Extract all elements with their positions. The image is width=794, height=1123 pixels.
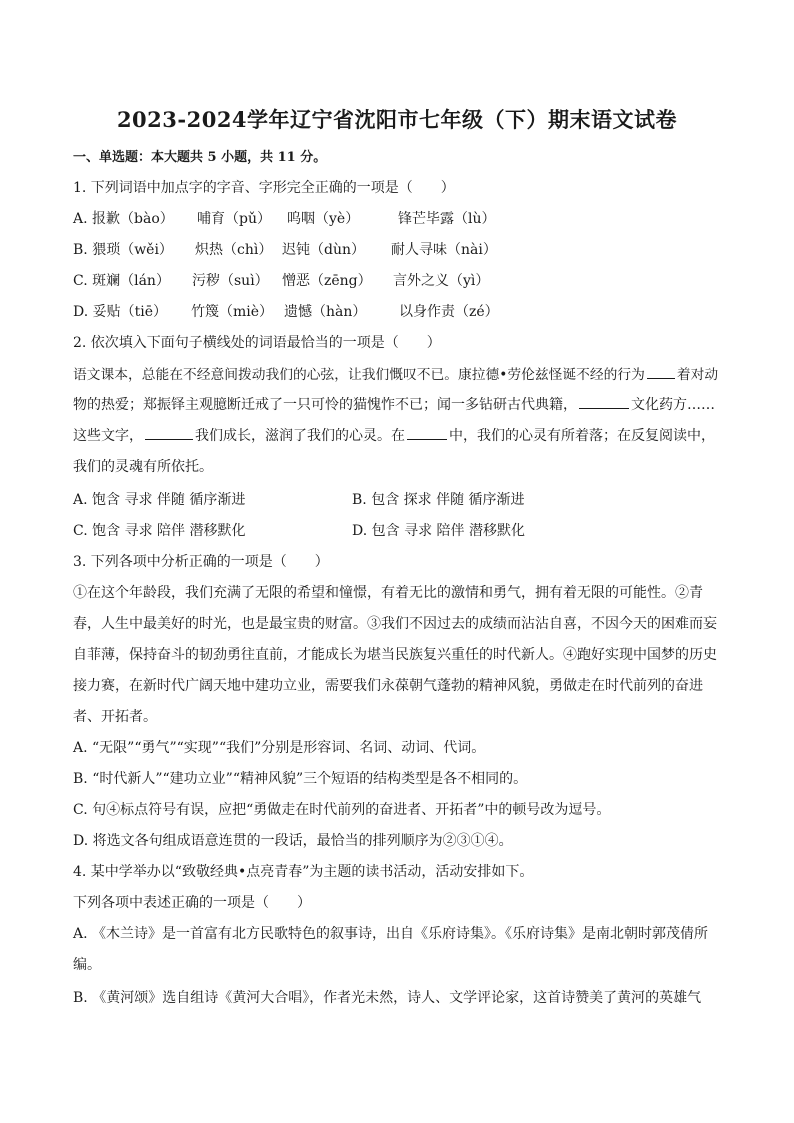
q1-option-a-3: 呜咽（yè）: [287, 211, 360, 227]
q3-passage-line-5: 者、开拓者。: [73, 709, 157, 725]
q4-option-b-line-1: B. 《黄河颂》选自组诗《黄河大合唱》，作者光未然，诗人、文学评论家，这首诗赞美了黄河的英雄气: [73, 990, 702, 1006]
q1-option-d-4: 以身作责（zé）: [399, 304, 499, 320]
q1-option-a-1: A. 报歉（bào）: [73, 211, 174, 227]
q2-option-b: B. 包含 探求 伴随 循序渐进: [352, 492, 525, 508]
q3-option-c: C. 句④标点符号有误，应把“勇做走在时代前列的奋进者、开拓者”中的顿号改为逗号。: [73, 802, 611, 818]
q1-option-c-3: 憎恶（zēng）: [282, 273, 372, 289]
q1-option-a-2: 哺育（pǔ）: [197, 211, 271, 227]
answer-blank: [579, 394, 629, 409]
q1-option-c-1: C. 斑斓（lán）: [73, 273, 170, 289]
q1-option-d-2: 竹篾（miè）: [191, 304, 274, 320]
question-2-stem: 2. 依次填入下面句子横线处的词语最恰当的一项是（ ）: [73, 335, 441, 351]
q2-option-d: D. 包含 寻求 陪伴 潜移默化: [352, 523, 525, 539]
q3-passage-line-1: ①在这个年龄段，我们充满了无限的希望和憧憬，有着无比的激情和勇气，拥有着无限的可能性。②青: [73, 585, 703, 601]
q1-option-c-2: 污秽（suì）: [192, 273, 269, 289]
q1-option-d-3: 遗憾（hàn）: [284, 304, 367, 320]
answer-blank: [407, 425, 447, 440]
q1-option-b-2: 炽热（chì）: [195, 242, 273, 258]
q3-option-a: A. “无限”“勇气”“实现”“我们”分别是形容词、名词、动词、代词。: [73, 740, 486, 756]
q2-option-c: C. 饱含 寻求 陪伴 潜移默化: [73, 523, 246, 539]
q1-option-a-4: 锋芒毕露（lù）: [398, 211, 496, 227]
q3-passage-line-2: 春，人生中最美好的时光，也是最宝贵的财富。③我们不因过去的成绩而沾沾自喜，不因今天的困难而妄: [73, 616, 717, 632]
q3-option-b: B. “时代新人”“建功立业”“精神风貌”三个短语的结构类型是各不相同的。: [73, 771, 528, 787]
q3-passage-line-3: 自菲薄，保持奋斗的韧劲勇往直前，才能成长为堪当民族复兴重任的时代新人。④跑好实现中国梦的历史: [73, 647, 717, 663]
q1-option-b-1: B. 猥琐（wěi）: [73, 242, 173, 258]
q1-option-b-3: 迟钝（dùn）: [282, 242, 365, 258]
q1-option-d-1: D. 妥贴（tiē）: [73, 304, 168, 320]
q2-option-a: A. 饱含 寻求 伴随 循序渐进: [73, 492, 246, 508]
q2-passage-line-1: 语文课本，总能在不经意间拨动我们的心弦，让我们慨叹不已。康拉德•劳伦兹怪诞不经的行为 着对动: [73, 363, 718, 383]
question-3-stem: 3. 下列各项中分析正确的一项是（ ）: [73, 554, 329, 570]
q2-passage-line-4: 我们的灵魂有所依托。: [73, 459, 213, 475]
q1-option-b-4: 耐人寻味（nài）: [391, 242, 497, 258]
question-4-stem: 4. 某中学举办以“致敬经典•点亮青春”为主题的读书活动，活动安排如下。: [73, 864, 534, 880]
q4-option-a-line-2: 编。: [73, 957, 101, 973]
section-heading: 一、单选题：本大题共 5 小题，共 11 分。: [73, 150, 327, 165]
answer-blank: [647, 364, 675, 379]
question-1-stem: 1. 下列词语中加点字的字音、字形完全正确的一项是（ ）: [73, 180, 455, 196]
question-4-prompt: 下列各项中表述正确的一项是（ ）: [73, 895, 311, 911]
q1-option-c-4: 言外之义（yì）: [393, 273, 490, 289]
q3-passage-line-4: 接力赛，在新时代广阔天地中建功立业，需要我们永葆朝气蓬勃的精神风貌，勇做走在时代前列的奋进: [73, 678, 703, 694]
q4-option-a-line-1: A. 《木兰诗》是一首富有北方民歌特色的叙事诗，出自《乐府诗集》。《乐府诗集》是南北朝时郭茂倩所: [73, 926, 709, 942]
page-title: 2023-2024学年辽宁省沈阳市七年级（下）期末语文试卷: [116, 107, 678, 132]
q2-passage-line-2: 物的热爱；郑振铎主观臆断迁戒了一只可怜的猫愧怍不已；闻一多钻研古代典籍， 文化药方……: [73, 394, 715, 414]
answer-blank: [145, 425, 193, 440]
q2-passage-line-3: 这些文字， 我们成长，滋润了我们的心灵。在 中，我们的心灵有所着落；在反复阅读中，: [73, 425, 715, 445]
q3-option-d: D. 将选文各句组成语意连贯的一段话，最恰当的排列顺序为②③①④。: [73, 833, 513, 849]
